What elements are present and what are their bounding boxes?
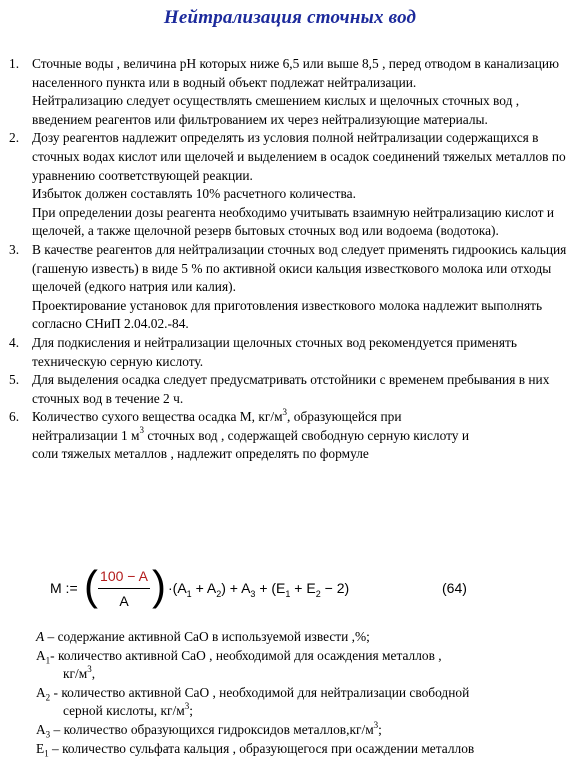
text-run: нейтрализации 1 м [32,427,140,443]
text-run: соли тяжелых металлов , надлежит определять по формуле [32,446,369,462]
formula-term: + E [290,580,316,596]
superscript: 3 [282,406,288,417]
symbol: E [36,740,45,756]
item-number: 2. [9,130,20,146]
formula-fraction [96,567,152,611]
paragraph: В качестве реагентов для нейтрализации сточных вод следует применять гидроокись кальция (гашеную известь) в виде 5 % по активной окиси кальция известкового молока или отходы щелочей (едкого натрия или калия). [32,241,567,295]
numbered-list [0,55,580,464]
subscript: 2 [45,692,51,703]
definition-text: – количество сульфата кальция , образующегося при осаждении металлов [48,740,475,756]
list-item [0,334,580,371]
definition-text: кг/м [63,666,88,682]
item-number: 1. [9,56,20,71]
superscript: 3 [139,425,144,436]
right-paren-icon: ) [152,562,166,609]
list-item [0,55,580,129]
list-item [0,408,580,464]
formula-number: (64) [442,580,467,596]
symbol: A [36,629,45,644]
paragraph: Для подкисления и нейтрализации щелочных сточных вод рекомендуется применять техническую серную кислоту. [32,334,517,369]
item-number: 4. [9,334,20,350]
definition-text: – количество образующихся гидроксидов металлов,кг/м [50,721,374,737]
subscript: 2 [315,588,321,599]
definition-item [36,721,576,740]
text-run: Количество сухого вещества осадка М, кг/м [32,409,283,425]
definition-continuation [36,665,576,684]
definition-item [36,684,576,703]
symbol: A [36,647,46,663]
definition-item [36,647,576,666]
formula-term: ) + A [221,580,251,596]
definition-text: ; [378,721,382,737]
superscript: 3 [184,700,190,711]
subscript: 1 [285,588,291,599]
text-run: , образующейся при [287,409,402,425]
formula-term: − 2) [320,580,350,596]
definition-text: серной кислоты, кг/м [63,703,185,719]
formula-lhs: M := [50,580,78,596]
fraction-bar [98,588,150,589]
definition-text: ; [189,703,193,719]
subscript: 3 [250,588,256,599]
definitions-list [36,628,576,758]
definition-text: - количество активной CaO , необходимой для нейтрализации свободной [50,684,470,700]
paragraph: Нейтрализацию следует осуществлять смешением кислых и щелочных сточных вод , введением реагентов или фильтрованием их через нейтрализующие материалы. [32,93,520,127]
subscript: 2 [216,588,222,599]
left-paren-icon: ( [84,562,98,609]
definition-item [36,628,576,647]
definition-text: - количество активной CaO , необходимой для осаждения металлов , [50,647,442,663]
definition-text: , [91,666,96,682]
paragraph [32,408,572,464]
item-number: 5. [9,372,20,388]
subscript: 1 [45,655,51,666]
fraction-numerator: 100 − A [100,568,148,584]
list-item [0,371,580,408]
list-item [0,129,580,241]
list-item [0,241,580,334]
item-number: 6. [9,409,20,425]
paragraph: Сточные воды , величина pH которых ниже 6,5 или выше 8,5 , перед отводом в канализацию населенного пункта или в водный объект подлежат нейтрализации. [32,56,560,90]
paragraph: Проектирование установок для приготовления известкового молока надлежит выполнять согласно СНиП 2.04.02.-84. [32,297,543,332]
text-run: сточных вод , содержащей свободную серную кислоту и [144,427,469,443]
superscript: 3 [373,719,379,730]
symbol: A [36,721,46,737]
subscript: 3 [45,729,51,740]
item-number: 3. [9,241,20,257]
definition-continuation [36,702,576,721]
formula-64 [50,562,530,615]
superscript: 3 [87,663,92,674]
paragraph: Дозу реагентов надлежит определять из условия полной нейтрализации содержащихся в сточных водах кислот или щелочей и выделением в осадок соединений тяжелых металлов по уравнению соответствующей реакции. [32,130,566,183]
definition-item [36,740,576,759]
formula-term: + A [191,580,217,596]
formula-rhs [168,579,349,598]
paragraph: При определении дозы реагента необходимо учитывать взаимную нейтрализацию кислот и щелочей, а также щелочной резерв бытовых сточных вод или водоема (водотока). [32,204,555,239]
subscript: 1 [44,748,49,759]
subscript: 1 [186,588,192,599]
paragraph: Избыток должен составлять 10% расчетного количества. [32,186,356,202]
page-title: Нейтрализация сточных вод [163,7,417,28]
formula-term: + (E [255,580,286,596]
definition-text: – содержание активной CaO в используемой извести ,%; [44,629,370,644]
symbol: A [36,684,46,700]
formula-term: ·(A [168,580,187,596]
paragraph: Для выделения осадка следует предусматривать отстойники с временем пребывания в них сточных вод в течение 2 ч. [32,372,550,406]
fraction-denominator: A [119,593,129,609]
